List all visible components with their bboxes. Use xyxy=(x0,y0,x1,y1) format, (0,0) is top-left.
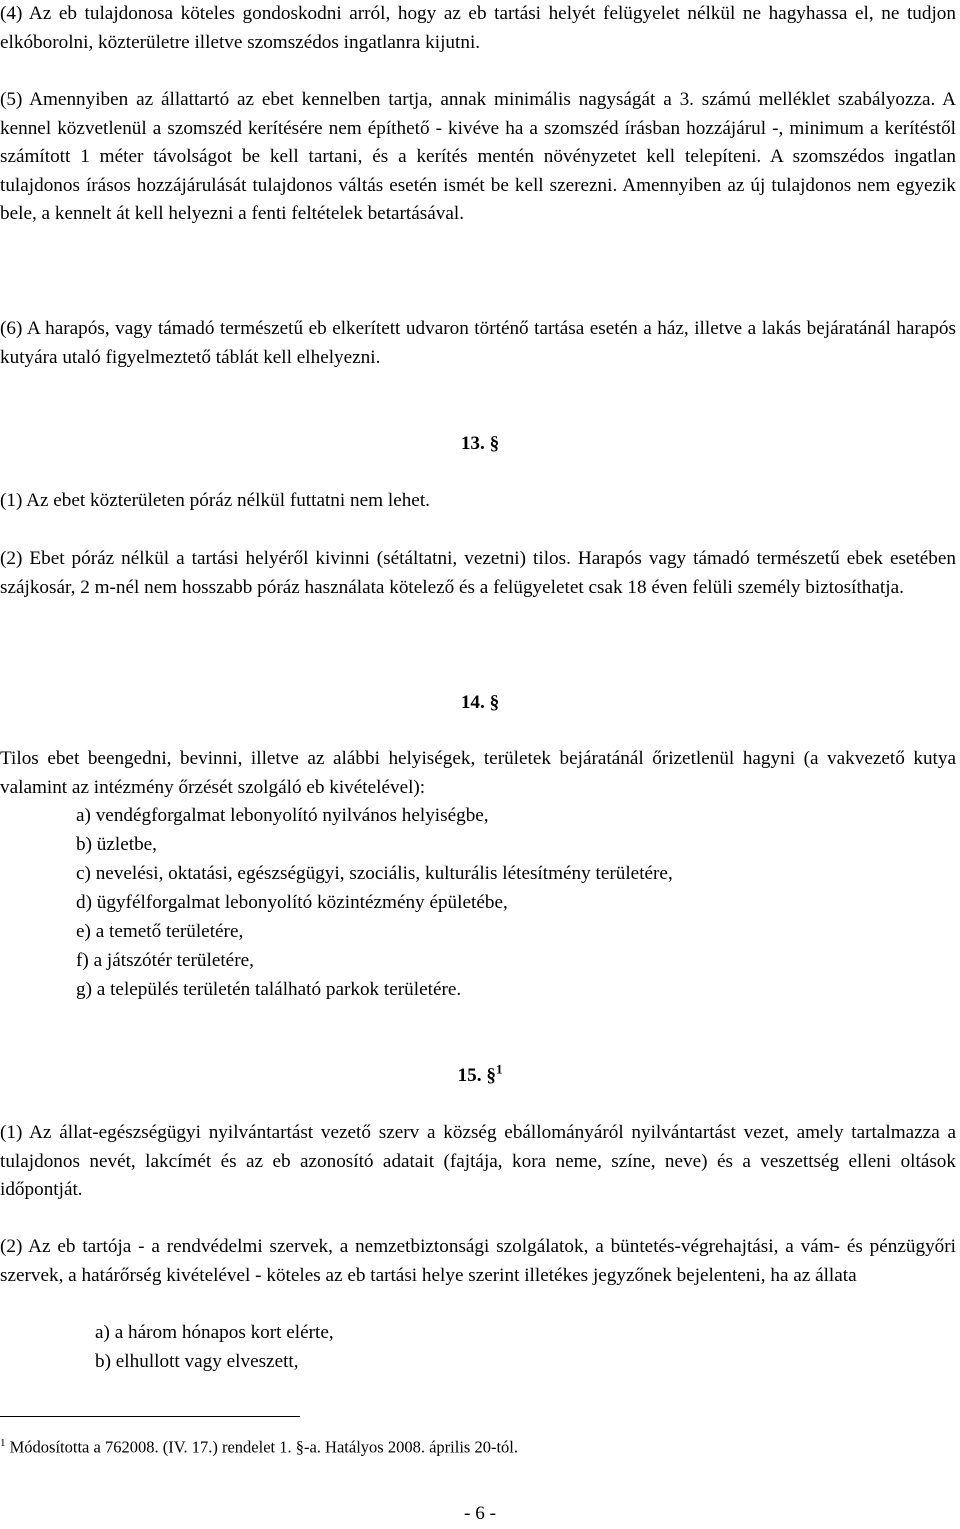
section-15-number: 15. xyxy=(457,1065,482,1086)
list-item: a) a három hónapos kort elérte, xyxy=(95,1322,334,1343)
section-15-heading xyxy=(0,1062,960,1091)
footnote xyxy=(0,1432,518,1459)
list-item: g) a település területén található parkok területére. xyxy=(76,979,462,1000)
list-item: b) elhullott vagy elveszett, xyxy=(95,1351,299,1372)
section-13-heading xyxy=(0,430,960,459)
list-item: e) a temető területére, xyxy=(76,921,244,942)
footnote-text: Módosította a 762008. (IV. 17.) rendelet 1. §-a. Hatályos 2008. április 20-tól. xyxy=(9,1437,518,1457)
section-symbol: § xyxy=(486,1065,496,1086)
footnote-reference: 1 xyxy=(495,1061,503,1077)
page-number: - 6 - xyxy=(464,1503,496,1524)
section-15-paragraph-1: (1) Az állat-egészségügyi nyilvántartást vezető szerv a község ebállományáról nyilvántartást vezet, amely tartalmazza a tulajdonos nevét, lakcímét és az eb azonosító adatait (fajtája, kora neme, színe, neve) és a veszettség elleni oltások időpontját. xyxy=(0,1122,956,1201)
section-13-paragraph-1: (1) Az ebet közterületen póráz nélkül futtatni nem lehet. xyxy=(0,490,430,511)
footnote-separator xyxy=(0,1416,300,1417)
section-13-paragraph-2: (2) Ebet póráz nélkül a tartási helyéről kivinni (sétáltatni, vezetni) tilos. Harapós vagy támadó természetű ebek esetében szájkosár, 2 m-nél nem hosszabb póráz használata kötelező és a felügyeletet csak 18 éven felüli személy biztosíthatja. xyxy=(0,548,956,598)
section-symbol: § xyxy=(489,433,500,454)
section-14-intro: Tilos ebet beengedni, bevinni, illetve az alábbi helyiségek, területek bejáratánál őrizetlenül hagyni (a vakvezető kutya valamint az intézmény őrzését szolgáló eb kivételével): xyxy=(0,748,956,798)
section-15-paragraph-2: (2) Az eb tartója - a rendvédelmi szervek, a nemzetbiztonsági szolgálatok, a büntetés-végrehajtási, a vám- és pénzügyőri szervek, a határőrség kivételével - köteles az eb tartási helye szerint illetékes jegyzőnek bejelenteni, ha az állata xyxy=(0,1236,956,1286)
paragraph-4: (4) Az eb tulajdonosa köteles gondoskodni arról, hogy az eb tartási helyét felügyelet nélkül ne hagyhassa el, ne tudjon elkóborolni, közterületre illetve szomszédos ingatlanra kijutni. xyxy=(0,3,956,53)
section-14-number: 14. xyxy=(460,692,485,713)
list-item: f) a játszótér területére, xyxy=(76,950,254,971)
list-item: a) vendégforgalmat lebonyolító nyilvános helyiségbe, xyxy=(76,805,489,826)
list-item: b) üzletbe, xyxy=(76,834,157,855)
list-item: d) ügyfélforgalmat lebonyolító közintézmény épületébe, xyxy=(76,892,508,913)
section-14-heading xyxy=(0,689,960,718)
paragraph-5: (5) Amennyiben az állattartó az ebet kennelben tartja, annak minimális nagyságát a 3. számú melléklet szabályozza. A kennel közvetlenül a szomszéd kerítésére nem építhető - kivéve ha a szomszéd írásban hozzájárul -, minimum a kerítéstől számított 1 méter távolságot be kell tartani, és a kerítés mentén növényzetet kell telepíteni. A szomszédos ingatlan tulajdonos írásos hozzájárulását tulajdonos váltás esetén ismét be kell szerezni. Amennyiben az új tulajdonos nem egyezik bele, a kennelt át kell helyezni a fenti feltételek betartásával. xyxy=(0,89,956,225)
section-13-number: 13. xyxy=(460,433,485,454)
paragraph-6: (6) A harapós, vagy támadó természetű eb elkerített udvaron történő tartása esetén a ház, illetve a lakás bejáratánál harapós kutyára utaló figyelmeztető táblát kell elhelyezni. xyxy=(0,318,956,368)
list-item: c) nevelési, oktatási, egészségügyi, szociális, kulturális létesítmény területére, xyxy=(76,863,673,884)
section-symbol: § xyxy=(489,692,500,713)
footnote-number: 1 xyxy=(0,1437,6,1449)
